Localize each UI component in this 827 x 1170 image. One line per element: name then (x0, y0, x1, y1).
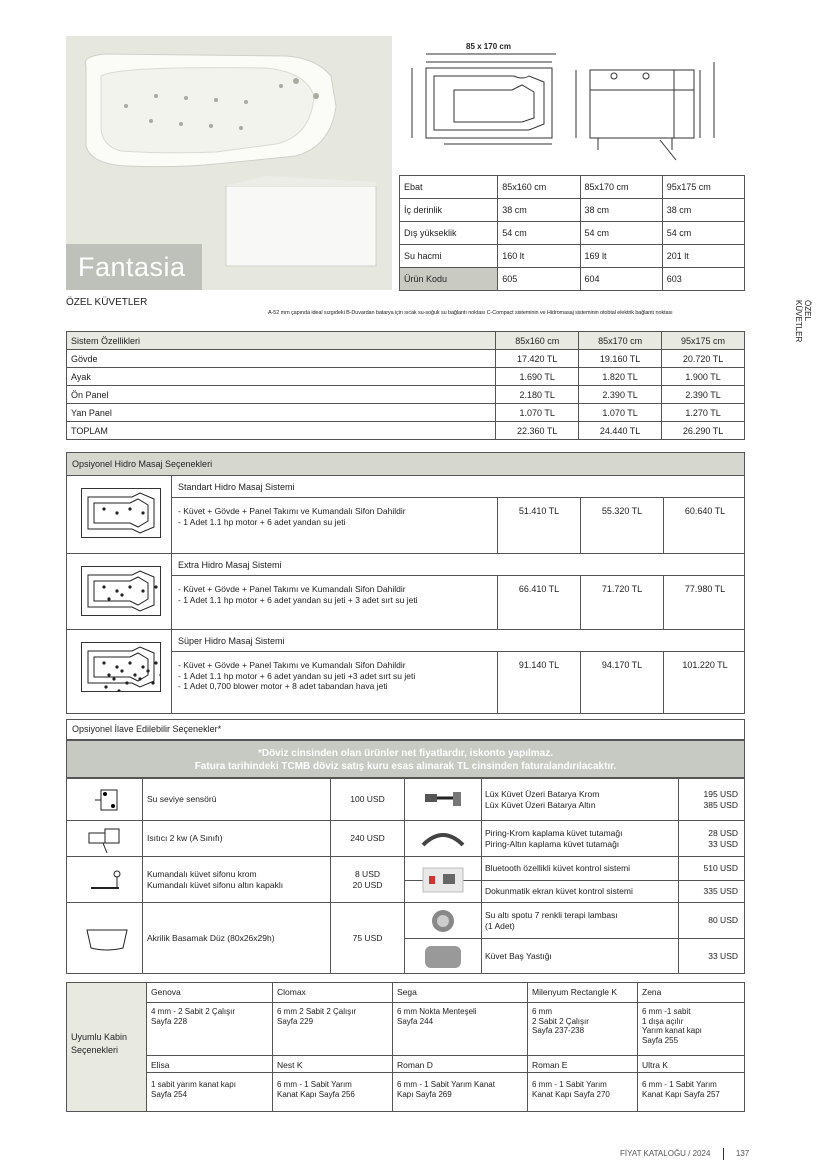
spec-row (400, 176, 745, 199)
extra-price (331, 903, 405, 973)
system-row (67, 350, 745, 368)
spec-value: 38 cm (580, 199, 662, 222)
siphon-icon (81, 864, 129, 896)
extra-item-right (405, 857, 744, 881)
hydro-price: 101.220 TL (663, 652, 746, 713)
cabin-name: Clomax (273, 983, 392, 1003)
system-value: 1.070 TL (496, 404, 579, 422)
drawing-note: A-52 mm çapında ideal sızgıdeki B-Duvardan batarya için sıcak su-soğuk su bağlantı noktası C-Compact sisteminin ve Hidromasaj sisteminin otobtal elektrik bağlantı noktası (268, 310, 673, 316)
hydro-desc-line: - 1 Adet 1.1 hp motor + 6 adet yandan su jeti (178, 516, 346, 527)
extra-price-line: 8 USD (354, 868, 381, 879)
extra-name (143, 821, 331, 856)
hydro-desc-line: - Küvet + Gövde + Panel Takımı ve Kumandalı Sifon Dahildir (178, 660, 406, 670)
hydro-option-desc (171, 576, 497, 629)
specs-table (399, 175, 745, 291)
notice-line-2: Fatura tarihindeki TCMB döviz satış kuru esas alınarak TL cinsinden faturalandırılacaktır. (194, 761, 617, 772)
hydro-section-title: Opsiyonel Hidro Masaj Seçenekleri (66, 452, 745, 476)
extra-name-line: Lüx Küvet Üzeri Batarya Krom (485, 788, 600, 799)
cabin-option (528, 1055, 638, 1111)
extra-price (679, 857, 744, 880)
cabin-desc-line: Yarım kanat kapı (642, 1026, 702, 1035)
extra-name-line: Su altı spotu 7 renkli terapi lambası (485, 909, 618, 920)
extra-item-right (405, 939, 744, 973)
system-value: 85x170 cm (579, 332, 662, 350)
hydro-price: 66.410 TL (497, 576, 580, 629)
cabin-desc-line: 1 dışa açılır (642, 1016, 684, 1026)
system-row (67, 404, 745, 422)
extra-item-right (405, 881, 744, 903)
extra-price-line: 75 USD (352, 932, 383, 943)
extra-name (143, 857, 331, 902)
extra-item-right (405, 779, 744, 821)
system-label: Ayak (67, 368, 496, 386)
hydro-option (66, 554, 745, 630)
hydro-price: 55.320 TL (580, 498, 663, 553)
cabin-desc-line: Kanat Kapı Sayfa 257 (642, 1089, 720, 1099)
extra-price-line: 33 USD (708, 838, 738, 849)
hydro-price: 51.410 TL (497, 498, 580, 553)
extra-price-line: 33 USD (708, 950, 738, 961)
pillow-icon (419, 940, 467, 972)
footer (620, 1148, 749, 1160)
cabin-option (393, 983, 528, 1055)
spec-value: 54 cm (580, 222, 662, 245)
footer-page: 137 (735, 1149, 750, 1159)
spec-row (400, 199, 745, 222)
extra-name-line: Akrilik Basamak Düz (80x26x29h) (147, 932, 275, 943)
extra-name (481, 821, 679, 856)
extra-name-line: Isıtıcı 2 kw (A Sınıfı) (147, 833, 223, 844)
spec-value: 54 cm (498, 222, 580, 245)
cabin-name: Sega (393, 983, 527, 1003)
cabins-grid (147, 983, 744, 1111)
cabin-desc-line: Sayfa 229 (277, 1016, 314, 1026)
system-value: 1.270 TL (662, 404, 745, 422)
extra-name-line: Piring-Altın kaplama küvet tutamağı (485, 838, 620, 849)
cabin-option (147, 1055, 273, 1111)
system-value: 19.160 TL (579, 350, 662, 368)
cabin-option (638, 983, 744, 1055)
hydro-price: 91.140 TL (497, 652, 580, 713)
spec-row (400, 245, 745, 268)
cabin-desc-line: 4 mm - 2 Sabit 2 Çalışır (151, 1007, 236, 1016)
hydro-price: 77.980 TL (663, 576, 746, 629)
extra-price (331, 821, 405, 856)
system-label: Ön Panel (67, 386, 496, 404)
system-value: 2.180 TL (496, 386, 579, 404)
extra-price (679, 779, 744, 820)
cabin-desc-line: Sayfa 255 (642, 1035, 679, 1045)
extra-item-right (405, 903, 744, 939)
system-value: 26.290 TL (662, 422, 745, 440)
extra-name (481, 903, 679, 938)
cabin-desc-line: Sayfa 244 (397, 1016, 434, 1026)
extra-item-left (67, 779, 405, 821)
cabin-desc-line: 2 Sabit 2 Çalışır (532, 1016, 589, 1026)
hydro-options (66, 476, 745, 714)
cabin-desc-line: Sayfa 237-238 (532, 1026, 585, 1035)
hydro-diagram-icon (81, 488, 161, 538)
spec-value: 160 lt (498, 245, 580, 268)
hydro-desc-line: - 1 Adet 0,700 blower motor + 8 adet tabandan hava jeti (178, 681, 388, 692)
extra-price-line: 385 USD (703, 799, 738, 810)
cabin-name: Elisa (147, 1055, 272, 1073)
side-label (794, 300, 812, 360)
extra-price-line: 510 USD (703, 863, 738, 874)
heater-icon (81, 823, 129, 855)
extra-name-line: Kumandalı küvet sifonu krom (147, 868, 257, 879)
hydro-option-name: Standart Hidro Masaj Sistemi (171, 476, 744, 498)
extra-price-line: 20 USD (352, 879, 383, 890)
extra-price-line: 80 USD (708, 915, 738, 926)
product-title-box (66, 244, 202, 290)
cabin-option (528, 983, 638, 1055)
extras-grid (66, 778, 745, 974)
cabin-desc-line: 6 mm Nokta Menteşeli (397, 1007, 477, 1016)
hydro-option (66, 630, 745, 714)
technical-drawing (404, 40, 744, 172)
cabin-desc-line: 6 mm - 1 Sabit Yarım (277, 1080, 352, 1089)
cabin-option (273, 983, 393, 1055)
cabin-option (273, 1055, 393, 1111)
footer-catalog: FİYAT KATALOĞU / 2024 (620, 1149, 711, 1159)
spec-value: 95x175 cm (662, 176, 744, 199)
cabin-name: Roman E (528, 1055, 637, 1073)
cabin-name: Milenyum Rectangle K (528, 983, 637, 1003)
hydro-option-name: Süper Hidro Masaj Sistemi (171, 630, 744, 652)
system-row (67, 386, 745, 404)
extra-name-line: Kumandalı küvet sifonu altın kapaklı (147, 879, 284, 890)
spec-value: 604 (580, 268, 662, 291)
extra-name-line: Dokunmatik ekran küvet kontrol sistemi (485, 886, 633, 897)
hydro-desc-line: - Küvet + Gövde + Panel Takımı ve Kumandalı Sifon Dahildir (178, 584, 406, 594)
extra-name (481, 857, 679, 880)
system-value: 1.690 TL (496, 368, 579, 386)
extra-name-line: Piring-Krom kaplama küvet tutamağı (485, 827, 623, 838)
spotlight-icon (419, 905, 467, 937)
system-row (67, 422, 745, 440)
cabin-desc-line: 6 mm (532, 1007, 552, 1016)
spec-value: 605 (498, 268, 580, 291)
spec-value: 85x160 cm (498, 176, 580, 199)
spec-label: Ebat (400, 176, 498, 199)
system-value: 24.440 TL (579, 422, 662, 440)
spec-label: Ürün Kodu (400, 268, 498, 291)
extra-price-line: 240 USD (350, 833, 385, 844)
system-row (67, 368, 745, 386)
side-label-1: ÖZEL (803, 300, 812, 321)
hydro-desc-line: - Küvet + Gövde + Panel Takımı ve Kumandalı Sifon Dahildir (178, 506, 406, 516)
faucet-icon (419, 784, 467, 816)
system-value: 2.390 TL (662, 386, 745, 404)
notice-line-1: *Döviz cinsinden olan ürünler net fiyatlardır, iskonto yapılmaz. (257, 748, 554, 759)
cabin-desc-line: 6 mm - 1 Sabit Yarım (532, 1080, 607, 1089)
hydro-diagram-icon (81, 566, 161, 616)
cabin-name: Nest K (273, 1055, 392, 1073)
product-title: Fantasia (78, 252, 186, 282)
hydro-option-desc (171, 498, 497, 553)
cabin-desc-line: 1 sabit yarım kanat kapı (151, 1080, 236, 1089)
drawing-icon (404, 40, 744, 172)
extra-name (481, 779, 679, 820)
extra-price (679, 939, 744, 973)
cabin-desc-line: Sayfa 228 (151, 1016, 188, 1026)
extra-name (143, 779, 331, 820)
system-value: 95x175 cm (662, 332, 745, 350)
handle-icon (419, 823, 467, 855)
system-value: 2.390 TL (579, 386, 662, 404)
hydro-option-desc (171, 652, 497, 713)
system-value: 1.820 TL (579, 368, 662, 386)
system-table (66, 331, 745, 440)
extras-section-title: Opsiyonel İlave Edilebilir Seçenekler* (66, 719, 745, 740)
spec-label: Dış yükseklik (400, 222, 498, 245)
cabin-option (393, 1055, 528, 1111)
hydro-diagram-icon (81, 642, 161, 692)
cabin-desc-line: Kanat Kapı Sayfa 256 (277, 1089, 355, 1099)
spec-value: 201 lt (662, 245, 744, 268)
extra-item-left (67, 821, 405, 857)
extra-price (331, 857, 405, 902)
system-label: Gövde (67, 350, 496, 368)
cabin-desc-line: Kapı Sayfa 269 (397, 1089, 452, 1099)
hydro-option-name: Extra Hidro Masaj Sistemi (171, 554, 744, 576)
spec-value: 54 cm (662, 222, 744, 245)
extra-price-line: 28 USD (708, 827, 738, 838)
spec-value: 85x170 cm (580, 176, 662, 199)
spec-value: 169 lt (580, 245, 662, 268)
hydro-price: 94.170 TL (580, 652, 663, 713)
cabin-desc-line: Sayfa 254 (151, 1089, 188, 1099)
extra-item-left (67, 903, 405, 973)
extra-price-line: 335 USD (703, 886, 738, 897)
cabin-option (638, 1055, 744, 1111)
spec-row (400, 222, 745, 245)
extra-price-line: 195 USD (703, 788, 738, 799)
cabin-name: Genova (147, 983, 272, 1003)
extra-price (679, 881, 744, 902)
extra-name (481, 881, 679, 902)
system-label: Yan Panel (67, 404, 496, 422)
extra-price (679, 903, 744, 938)
hydro-desc-line: - 1 Adet 1.1 hp motor + 6 adet yandan su jeti +3 adet sırt su jeti (178, 670, 416, 681)
sensor-icon (81, 784, 129, 816)
system-label: Sistem Özellikleri (67, 332, 496, 350)
extra-name-line: Küvet Baş Yastığı (485, 950, 552, 961)
cabin-option (147, 983, 273, 1055)
hydro-price: 71.720 TL (580, 576, 663, 629)
cabin-name: Roman D (393, 1055, 527, 1073)
system-value: 85x160 cm (496, 332, 579, 350)
spec-label: Su hacmi (400, 245, 498, 268)
hydro-desc-line: - 1 Adet 1.1 hp motor + 6 adet yandan su jeti + 3 adet sırt su jeti (178, 594, 418, 605)
system-value: 22.360 TL (496, 422, 579, 440)
side-label-2: KÜVETLER (794, 300, 803, 343)
extra-name (481, 939, 679, 973)
extra-name-line: Bluetooth özellikli küvet kontrol sistemi (485, 863, 631, 874)
extra-price (331, 779, 405, 820)
system-value: 20.720 TL (662, 350, 745, 368)
extra-item-right (405, 821, 744, 857)
extra-item-left (67, 857, 405, 903)
system-label: TOPLAM (67, 422, 496, 440)
extra-name-line: (1 Adet) (485, 920, 515, 931)
cabin-desc-line: Kanat Kapı Sayfa 270 (532, 1089, 610, 1099)
extra-name (143, 903, 331, 973)
category-label: ÖZEL KÜVETLER (66, 297, 148, 308)
cabin-desc-line: 6 mm -1 sabit (642, 1007, 691, 1016)
system-header-row (67, 332, 745, 350)
cabins-label-2: Seçenekleri (71, 1045, 119, 1055)
extra-name-line: Lüx Küvet Üzeri Batarya Altın (485, 799, 596, 810)
spec-label: İç derinlik (400, 199, 498, 222)
extra-price-line: 100 USD (350, 794, 385, 805)
cabins-section (66, 982, 745, 1112)
spec-value: 38 cm (498, 199, 580, 222)
drawing-title: 85 x 170 cm (466, 42, 511, 51)
currency-notice (66, 740, 745, 778)
spec-value: 603 (662, 268, 744, 291)
hydro-option (66, 476, 745, 554)
system-value: 17.420 TL (496, 350, 579, 368)
cabin-name: Ultra K (638, 1055, 744, 1073)
cabins-label-1: Uyumlu Kabin (71, 1032, 128, 1042)
cabin-desc-line: 6 mm - 1 Sabit Yarım (642, 1080, 717, 1089)
hydro-price: 60.640 TL (663, 498, 746, 553)
step-icon (81, 922, 129, 954)
cabin-name: Zena (638, 983, 744, 1003)
system-value: 1.900 TL (662, 368, 745, 386)
cabin-desc-line: 6 mm - 1 Sabit Yarım Kanat (397, 1080, 495, 1089)
extra-price (679, 821, 744, 856)
cabin-desc-line: 6 mm 2 Sabit 2 Çalışır (277, 1007, 357, 1016)
spec-value: 38 cm (662, 199, 744, 222)
spec-row (400, 268, 745, 291)
system-value: 1.070 TL (579, 404, 662, 422)
cabins-label (67, 983, 147, 1111)
extra-name-line: Su seviye sensörü (147, 794, 217, 805)
